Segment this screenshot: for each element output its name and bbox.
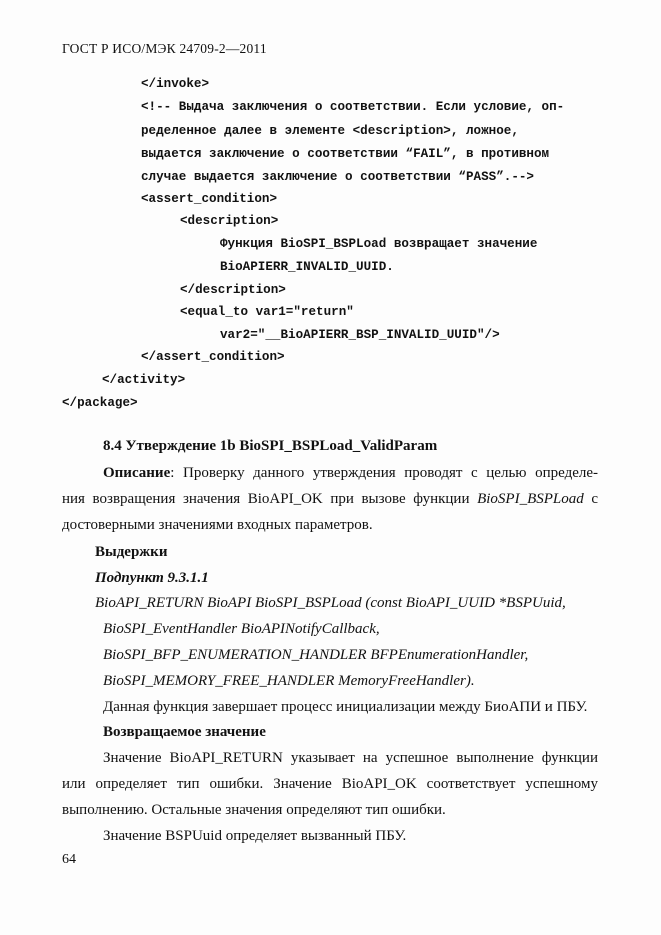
- excerpts-heading: Выдержки: [95, 544, 168, 560]
- function-summary: Данная функция завершает процесс инициализации между БиоАПИ и ПБУ.: [103, 699, 588, 715]
- code-line: Функция BioSPI_BSPLoad возвращает значение: [220, 237, 538, 251]
- code-line: </package>: [62, 396, 138, 410]
- code-line: </assert_condition>: [141, 350, 285, 364]
- code-line: <description>: [180, 214, 279, 228]
- code-line: BioAPIERR_INVALID_UUID.: [220, 260, 394, 274]
- signature-line: BioSPI_MEMORY_FREE_HANDLER MemoryFreeHandler).: [103, 673, 475, 689]
- code-line: <equal_to var1="return": [180, 305, 354, 319]
- return-text-line-1: Значение BioAPI_RETURN указывает на успешное выполнение функции: [103, 750, 598, 766]
- return-text-line-3: выполнению. Остальные значения определяют тип ошибки.: [62, 802, 446, 818]
- description-text: : Проверку данного утверждения проводят с целью определе-: [170, 465, 598, 481]
- description-text: с: [583, 491, 598, 507]
- description-line-2: [62, 490, 598, 508]
- code-line: выдается заключение о соответствии “FAIL”, в противном: [141, 147, 550, 161]
- section-heading: 8.4 Утверждение 1b BioSPI_BSPLoad_ValidParam: [103, 438, 438, 454]
- signature-line: BioAPI_RETURN BioAPI BioSPI_BSPLoad (const BioAPI_UUID *BSPUuid,: [95, 595, 566, 611]
- code-line: случае выдается заключение о соответствии “PASS”.-->: [141, 170, 534, 184]
- signature-line: BioSPI_BFP_ENUMERATION_HANDLER BFPEnumerationHandler,: [103, 647, 529, 663]
- return-value-heading: Возвращаемое значение: [103, 724, 266, 740]
- signature-line: BioSPI_EventHandler BioAPINotifyCallback,: [103, 621, 380, 637]
- subclause-heading: Подпункт 9.3.1.1: [95, 570, 209, 586]
- page-number: 64: [62, 852, 76, 867]
- code-line: </description>: [180, 283, 286, 297]
- return-text-line-2: или определяет тип ошибки. Значение BioAPI_OK соответствует успешному: [62, 776, 598, 792]
- code-line: <!-- Выдача заключения о соответствии. Если условие, оп-: [141, 100, 565, 114]
- function-name: BioSPI_BSPLoad: [477, 491, 584, 507]
- description-line-3: достоверными значениями входных параметров.: [62, 517, 373, 533]
- bspuuid-note: Значение BSPUuid определяет вызванный ПБУ.: [103, 828, 407, 844]
- document-header: ГОСТ Р ИСО/МЭК 24709-2—2011: [62, 41, 267, 56]
- description-text: ния возвращения значения BioAPI_OK при вызове функции: [62, 491, 478, 507]
- code-line: </activity>: [102, 373, 186, 387]
- code-line: <assert_condition>: [141, 192, 278, 206]
- code-line: </invoke>: [141, 77, 210, 91]
- description-line-1: [62, 464, 598, 482]
- code-line: ределенное далее в элементе <description>, ложное,: [141, 124, 519, 138]
- code-line: var2="__BioAPIERR_BSP_INVALID_UUID"/>: [220, 328, 500, 342]
- description-label: Описание: [103, 465, 171, 481]
